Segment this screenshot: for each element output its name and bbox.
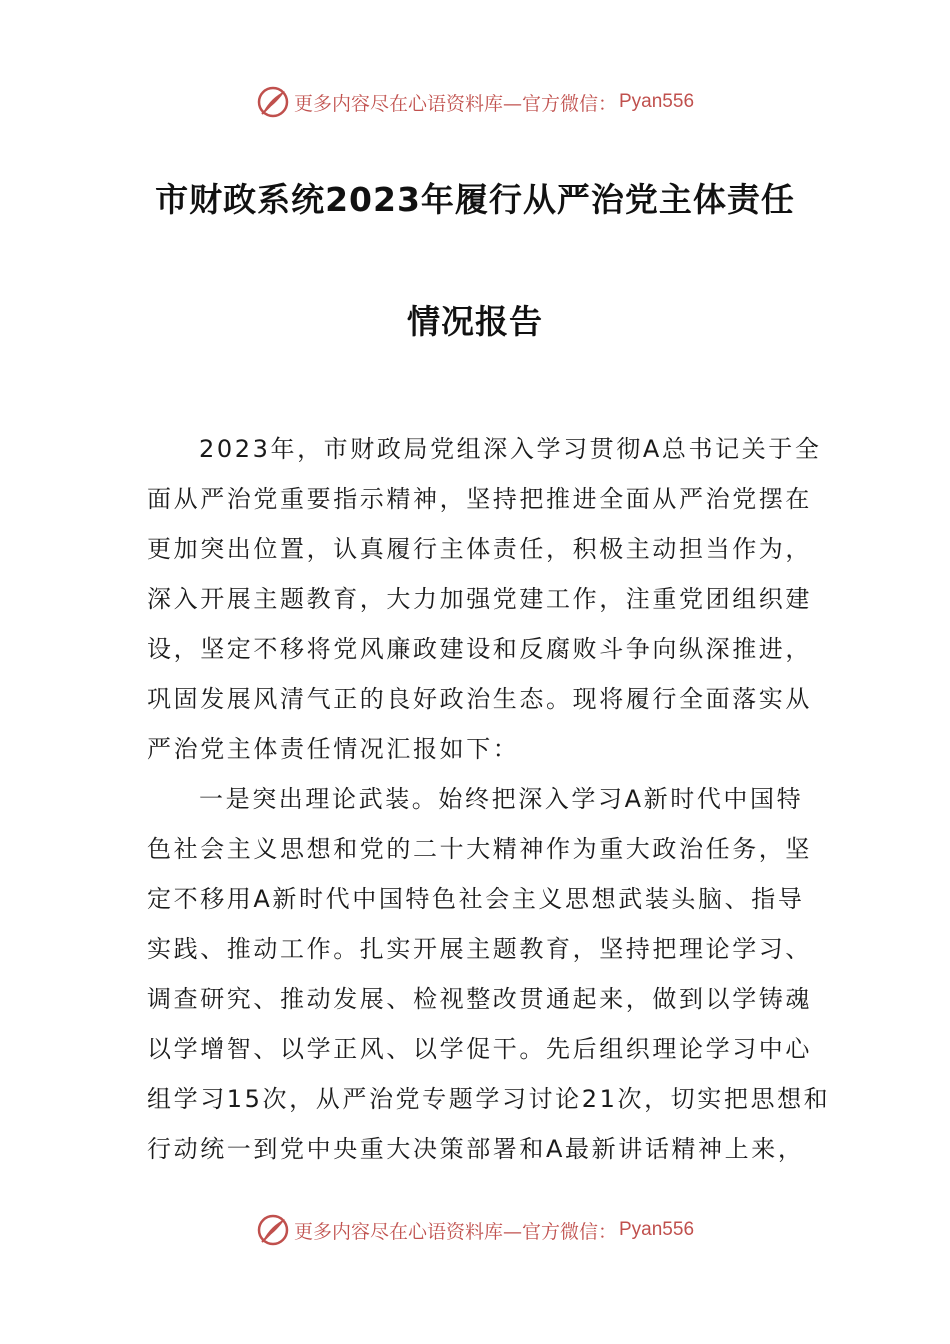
body-line: 一是突出理论武装。始终把深入学习A新时代中国特 [199,785,804,813]
body-line: 定不移用A新时代中国特色社会主义思想武装头脑、指导 [147,885,805,913]
document-body [147,424,831,1174]
body-line: 面从严治党重要指示精神，坚持把推进全面从严治党摆在 [147,485,812,513]
body-line: 色社会主义思想和党的二十大精神作为重大政治任务，坚 [147,835,812,863]
header-watermark [0,82,950,122]
body-line: 2023年，市财政局党组深入学习贯彻A总书记关于全 [199,435,822,463]
body-line: 深入开展主题教育，大力加强党建工作，注重党团组织建 [147,585,812,613]
quill-logo-icon [256,1213,290,1247]
body-line: 组学习15次，从严治党专题学习讨论21次，切实把思想和 [147,1085,831,1113]
body-line: 以学增智、以学正风、以学促干。先后组织理论学习中心 [147,1035,812,1063]
body-line: 行动统一到党中央重大决策部署和A最新讲话精神上来， [147,1135,805,1163]
wechat-id: Pyan556 [619,1219,695,1240]
quill-logo-icon [256,85,290,119]
watermark-text: 更多内容尽在心语资料库—官方微信： [293,1220,617,1243]
wechat-id: Pyan556 [619,91,695,112]
body-line: 巩固发展风清气正的良好政治生态。现将履行全面落实从 [147,685,812,713]
document-title-line-1: 市财政系统2023年履行从严治党主体责任 [155,180,795,219]
body-line: 实践、推动工作。扎实开展主题教育，坚持把理论学习、 [147,935,812,963]
footer-watermark [0,1210,950,1250]
watermark-text: 更多内容尽在心语资料库—官方微信： [293,92,617,115]
body-line: 严治党主体责任情况汇报如下： [147,735,520,763]
body-line: 设，坚定不移将党风廉政建设和反腐败斗争向纵深推进， [147,635,812,663]
body-line: 调查研究、推动发展、检视整改贯通起来，做到以学铸魂 [147,985,812,1013]
body-line: 更加突出位置，认真履行主体责任，积极主动担当作为， [147,535,812,563]
document-title-line-2: 情况报告 [407,302,543,341]
